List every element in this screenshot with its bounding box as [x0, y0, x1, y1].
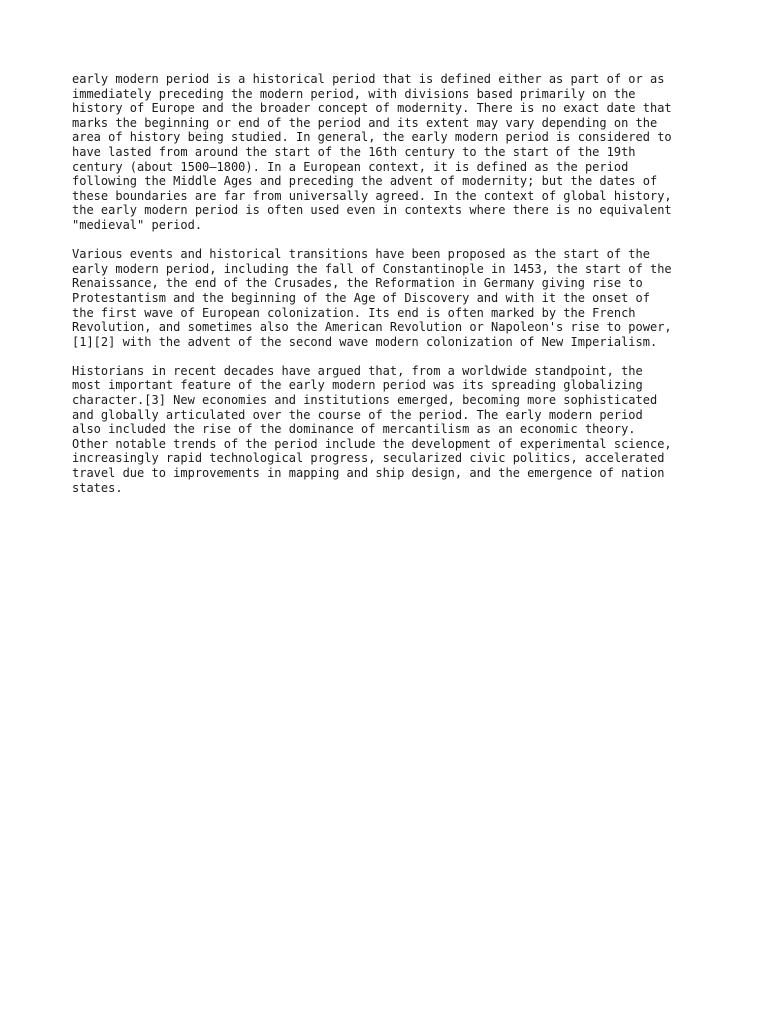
document-page [72, 72, 702, 510]
paragraph-2: Various events and historical transitions have been proposed as the start of the early modern period, including the fall of Constantinople in 1453, the start of the Renaissance, the end of the Crusades, the Reformation in Germany giving rise to Protestantism and the beginning of the Age of Discovery and with it the onset of the first wave of European colonization. Its end is often marked by the French Revolution, and sometimes also the American Revolution or Napoleon's rise to power, [1][2] with the advent of the second wave modern colonization of New Imperialism. [72, 247, 672, 349]
paragraph-1: early modern period is a historical period that is defined either as part of or as immediately preceding the modern period, with divisions based primarily on the history of Europe and the broader concept of modernity. There is no exact date that marks the beginning or end of the period and its extent may vary depending on the area of history being studied. In general, the early modern period is considered to have lasted from around the start of the 16th century to the start of the 19th century (about 1500–1800). In a European context, it is defined as the period following the Middle Ages and preceding the advent of modernity; but the dates of these boundaries are far from universally agreed. In the context of global history, the early modern period is often used even in contexts where there is no equivalent "medieval" period. [72, 72, 672, 232]
paragraph-3: Historians in recent decades have argued that, from a worldwide standpoint, the most important feature of the early modern period was its spreading globalizing character.[3] New economies and institutions emerged, becoming more sophisticated and globally articulated over the course of the period. The early modern period also included the rise of the dominance of mercantilism as an economic theory. Other notable trends of the period include the development of experimental science, increasingly rapid technological progress, secularized civic politics, accelerated travel due to improvements in mapping and ship design, and the emergence of nation states. [72, 363, 672, 495]
